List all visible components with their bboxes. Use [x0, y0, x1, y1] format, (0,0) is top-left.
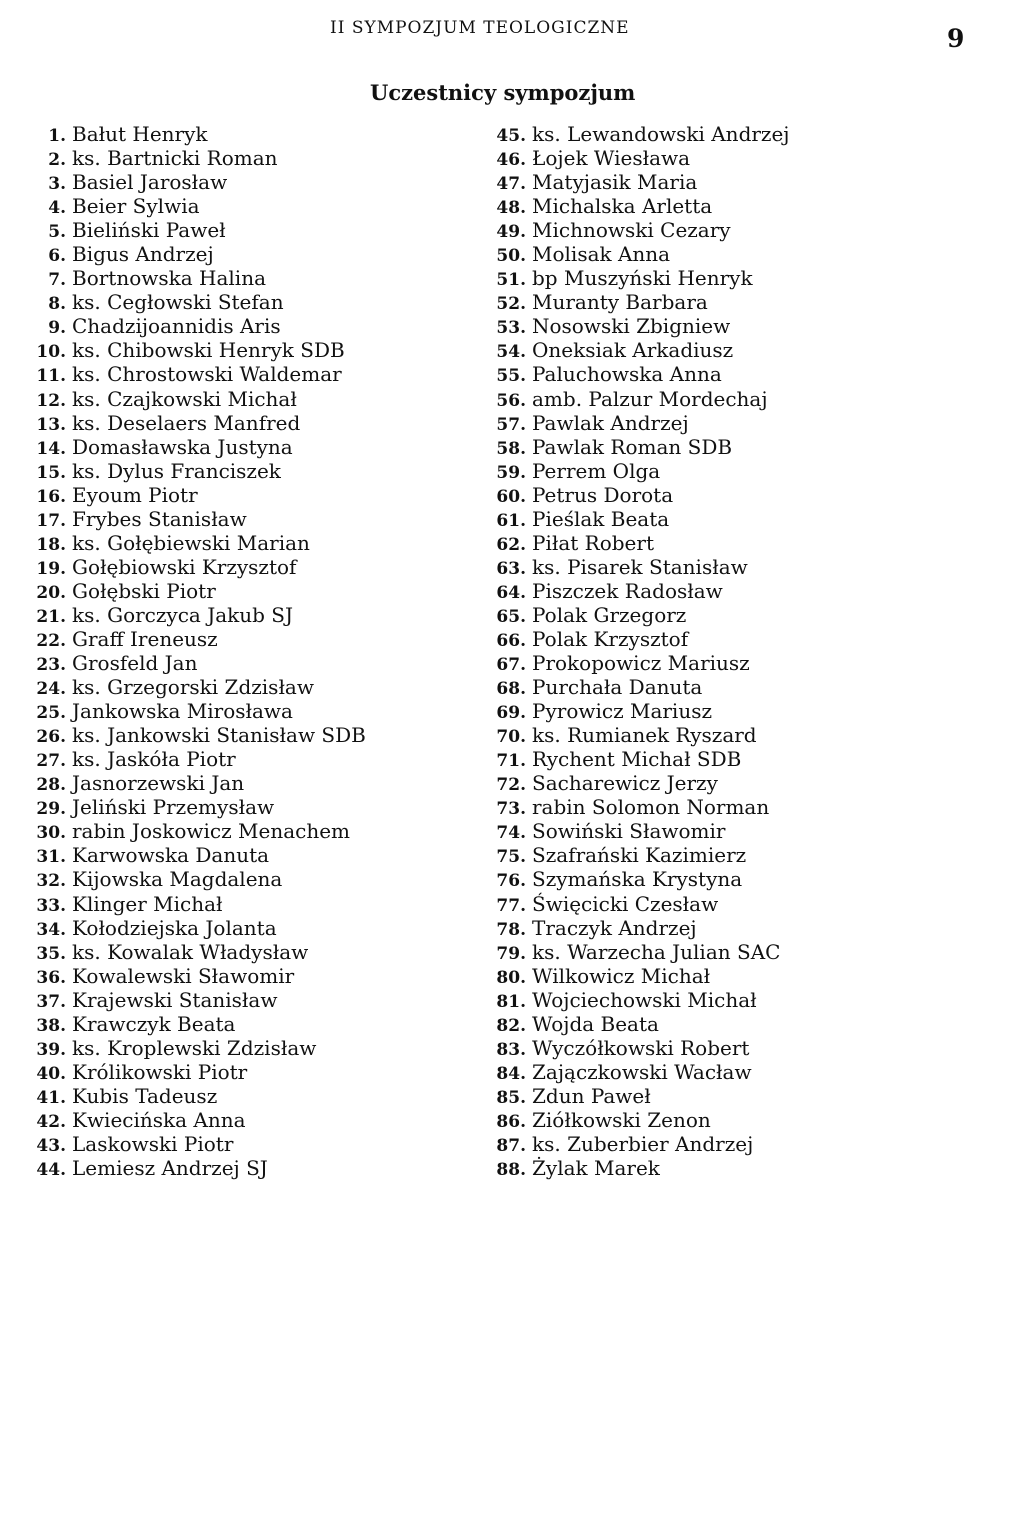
participant-name: Muranty Barbara: [532, 290, 708, 315]
participant-number: 53.: [496, 318, 526, 339]
participant-entry: [22, 170, 482, 194]
participant-entry: [482, 146, 1002, 170]
participant-name: Szafrański Kazimierz: [532, 843, 747, 868]
participant-number: 16.: [36, 486, 66, 507]
participant-number: 75.: [496, 847, 526, 868]
participant-number: 2.: [48, 150, 66, 171]
participant-name: ks. Zuberbier Andrzej: [532, 1131, 754, 1156]
page-number: 9: [947, 24, 965, 53]
participant-number: 10.: [36, 342, 66, 363]
participant-name: Basiel Jarosław: [72, 170, 228, 195]
participant-number: 44.: [36, 1160, 66, 1181]
participant-entry: [22, 1108, 482, 1132]
participant-number: 60.: [496, 486, 526, 507]
participant-number: 7.: [48, 270, 66, 291]
participant-name: Frybes Stanisław: [72, 506, 247, 531]
participant-name: ks. Jaskóła Piotr: [72, 747, 236, 772]
participant-number: 43.: [36, 1135, 66, 1156]
participant-entry: [22, 795, 482, 819]
participant-entry: [482, 1132, 1002, 1156]
participant-name: Kwiecińska Anna: [72, 1107, 246, 1132]
participant-name: ks. Lewandowski Andrzej: [532, 122, 790, 146]
participant-number: 57.: [496, 414, 526, 435]
participant-number: 71.: [496, 751, 526, 772]
participant-name: Polak Krzysztof: [532, 626, 689, 651]
participant-name: Gołębiowski Krzysztof: [72, 554, 297, 579]
participant-entry: [22, 675, 482, 699]
participant-number: 88.: [496, 1160, 526, 1181]
participant-number: 50.: [496, 246, 526, 267]
participant-number: 66.: [496, 630, 526, 651]
participant-name: Michnowski Cezary: [532, 218, 731, 243]
participant-entry: [22, 988, 482, 1012]
participant-name: Matyjasik Maria: [532, 170, 698, 195]
participant-number: 11.: [36, 366, 66, 387]
participant-number: 45.: [496, 126, 526, 146]
participant-number: 42.: [36, 1111, 66, 1132]
participant-entry: [482, 843, 1002, 867]
participant-entry: [22, 459, 482, 483]
participant-entry: [22, 892, 482, 916]
participant-number: 17.: [36, 510, 66, 531]
participant-name: Pawlak Roman SDB: [532, 434, 733, 459]
participant-number: 5.: [48, 222, 66, 243]
participant-name: ks. Rumianek Ryszard: [532, 723, 757, 748]
participant-entry: [22, 338, 482, 362]
participant-entry: [22, 940, 482, 964]
section-title: Uczestnicy sympozjum: [370, 80, 636, 105]
participant-entry: [482, 387, 1002, 411]
participant-number: 79.: [496, 943, 526, 964]
participant-entry: [22, 387, 482, 411]
participant-number: 1.: [48, 126, 66, 146]
participant-entry: [482, 218, 1002, 242]
participant-name: Karwowska Danuta: [72, 843, 270, 868]
participant-entry: [482, 435, 1002, 459]
participant-name: Sowiński Sławomir: [532, 819, 726, 844]
participant-entry: [22, 242, 482, 266]
participant-entry: [482, 459, 1002, 483]
participant-entry: [22, 1036, 482, 1060]
participant-entry: [22, 194, 482, 218]
participant-entry: [482, 747, 1002, 771]
participant-entry: [22, 723, 482, 747]
participant-entry: [482, 651, 1002, 675]
participant-number: 73.: [496, 799, 526, 820]
participant-name: Piłat Robert: [532, 530, 654, 555]
participant-name: Bałut Henryk: [72, 122, 208, 146]
participant-entry: [22, 531, 482, 555]
participant-entry: [482, 338, 1002, 362]
participant-number: 39.: [36, 1039, 66, 1060]
participant-number: 22.: [36, 630, 66, 651]
participant-entry: [482, 988, 1002, 1012]
participant-name: Bortnowska Halina: [72, 266, 267, 291]
participant-entry: [22, 411, 482, 435]
participant-name: Laskowski Piotr: [72, 1131, 234, 1156]
participant-name: ks. Kowalak Władysław: [72, 939, 309, 964]
participant-number: 72.: [496, 775, 526, 796]
participant-number: 81.: [496, 991, 526, 1012]
participant-name: Bigus Andrzej: [72, 242, 214, 267]
participant-entry: [22, 579, 482, 603]
participant-number: 80.: [496, 967, 526, 988]
running-header: II SYMPOZJUM TEOLOGICZNE: [330, 18, 630, 38]
participant-name: ks. Gołębiewski Marian: [72, 530, 310, 555]
participant-name: rabin Solomon Norman: [532, 795, 770, 820]
participant-number: 46.: [496, 150, 526, 171]
participant-entry: [22, 964, 482, 988]
participant-entry: [482, 867, 1002, 891]
participant-entry: [482, 1060, 1002, 1084]
participant-name: Perrem Olga: [532, 458, 661, 483]
participant-entry: [482, 627, 1002, 651]
participant-number: 19.: [36, 558, 66, 579]
participant-entry: [22, 819, 482, 843]
participant-entry: [22, 122, 482, 146]
participant-entry: [482, 266, 1002, 290]
participant-name: Traczyk Andrzej: [532, 915, 697, 940]
participant-entry: [482, 314, 1002, 338]
participant-number: 68.: [496, 679, 526, 700]
participant-name: Wyczółkowski Robert: [532, 1035, 750, 1060]
participant-entry: [482, 1156, 1002, 1180]
participant-entry: [22, 916, 482, 940]
participant-entry: [482, 1108, 1002, 1132]
participant-number: 33.: [36, 895, 66, 916]
participant-name: Lemiesz Andrzej SJ: [72, 1156, 268, 1181]
participant-number: 76.: [496, 871, 526, 892]
participant-number: 12.: [36, 390, 66, 411]
participant-number: 47.: [496, 174, 526, 195]
participant-name: Kubis Tadeusz: [72, 1083, 218, 1108]
participant-entry: [22, 146, 482, 170]
participant-entry: [22, 1132, 482, 1156]
participant-name: Purchała Danuta: [532, 675, 703, 700]
participant-number: 36.: [36, 967, 66, 988]
participant-number: 55.: [496, 366, 526, 387]
participant-number: 69.: [496, 703, 526, 724]
participant-number: 64.: [496, 582, 526, 603]
participant-number: 85.: [496, 1087, 526, 1108]
participant-number: 86.: [496, 1111, 526, 1132]
participant-number: 61.: [496, 510, 526, 531]
participant-name: Jeliński Przemysław: [72, 795, 275, 820]
participant-entry: [482, 1036, 1002, 1060]
participant-entry: [22, 627, 482, 651]
participant-number: 29.: [36, 799, 66, 820]
participant-number: 13.: [36, 414, 66, 435]
participant-number: 26.: [36, 727, 66, 748]
participant-name: Święcicki Czesław: [532, 891, 719, 916]
participant-name: ks. Deselaers Manfred: [72, 410, 301, 435]
participant-name: ks. Warzecha Julian SAC: [532, 939, 781, 964]
participant-number: 14.: [36, 438, 66, 459]
participant-name: rabin Joskowicz Menachem: [72, 819, 351, 844]
participant-name: Krawczyk Beata: [72, 1011, 236, 1036]
participant-entry: [22, 483, 482, 507]
participant-entry: [22, 362, 482, 386]
participant-name: ks. Chibowski Henryk SDB: [72, 338, 345, 363]
participant-name: ks. Grzegorski Zdzisław: [72, 675, 314, 700]
participant-entry: [22, 314, 482, 338]
participant-number: 37.: [36, 991, 66, 1012]
participant-number: 15.: [36, 462, 66, 483]
participant-name: Kołodziejska Jolanta: [72, 915, 277, 940]
participant-name: Zdun Paweł: [532, 1083, 651, 1108]
participant-name: Rychent Michał SDB: [532, 747, 742, 772]
participant-number: 87.: [496, 1135, 526, 1156]
participant-entry: [482, 964, 1002, 988]
participant-name: Żylak Marek: [532, 1156, 660, 1181]
participant-entry: [482, 579, 1002, 603]
participant-name: Zajączkowski Wacław: [532, 1059, 752, 1084]
participant-name: Pawlak Andrzej: [532, 410, 689, 435]
participant-number: 18.: [36, 534, 66, 555]
participant-number: 4.: [48, 198, 66, 219]
participant-entry: [482, 1084, 1002, 1108]
participant-name: ks. Dylus Franciszek: [72, 458, 281, 483]
participant-name: Pyrowicz Mariusz: [532, 699, 713, 724]
participant-number: 9.: [48, 318, 66, 339]
participant-name: Molisak Anna: [532, 242, 671, 267]
participant-name: Gołębski Piotr: [72, 578, 216, 603]
participant-number: 82.: [496, 1015, 526, 1036]
participant-entry: [22, 507, 482, 531]
participant-number: 65.: [496, 606, 526, 627]
participant-number: 63.: [496, 558, 526, 579]
participant-number: 40.: [36, 1063, 66, 1084]
participant-entry: [482, 483, 1002, 507]
participant-entry: [482, 819, 1002, 843]
participant-name: Wilkowicz Michał: [532, 963, 711, 988]
participant-number: 83.: [496, 1039, 526, 1060]
participant-name: Jankowska Mirosława: [72, 699, 293, 724]
participant-entry: [482, 122, 1002, 146]
participant-entry: [22, 218, 482, 242]
participant-number: 51.: [496, 270, 526, 291]
participant-name: Piszczek Radosław: [532, 578, 723, 603]
participant-number: 6.: [48, 246, 66, 267]
participant-name: Chadzijoannidis Aris: [72, 314, 281, 339]
participant-name: Domasławska Justyna: [72, 434, 293, 459]
participant-name: amb. Palzur Mordechaj: [532, 386, 768, 411]
participant-number: 74.: [496, 823, 526, 844]
participant-name: Kijowska Magdalena: [72, 867, 283, 892]
participant-name: Oneksiak Arkadiusz: [532, 338, 734, 363]
participant-name: bp Muszyński Henryk: [532, 266, 753, 291]
participant-name: Bieliński Paweł: [72, 218, 226, 243]
participant-number: 41.: [36, 1087, 66, 1108]
participant-number: 25.: [36, 703, 66, 724]
participant-entry: [22, 843, 482, 867]
participant-entry: [482, 723, 1002, 747]
participant-name: Polak Grzegorz: [532, 602, 687, 627]
participant-name: Petrus Dorota: [532, 482, 674, 507]
participant-number: 23.: [36, 655, 66, 676]
participant-number: 8.: [48, 294, 66, 315]
participant-number: 24.: [36, 679, 66, 700]
participant-number: 59.: [496, 462, 526, 483]
participant-name: Graff Ireneusz: [72, 626, 218, 651]
participant-number: 56.: [496, 390, 526, 411]
participant-name: Wojciechowski Michał: [532, 987, 757, 1012]
participant-name: Kowalewski Sławomir: [72, 963, 295, 988]
participant-entry: [22, 266, 482, 290]
participant-entry: [482, 555, 1002, 579]
participant-number: 67.: [496, 655, 526, 676]
participant-entry: [482, 795, 1002, 819]
participant-name: Sacharewicz Jerzy: [532, 771, 718, 796]
participant-number: 27.: [36, 751, 66, 772]
participant-entry: [482, 771, 1002, 795]
participant-list-right: [482, 122, 1002, 1180]
participant-number: 62.: [496, 534, 526, 555]
participant-name: Wojda Beata: [532, 1011, 659, 1036]
participant-name: ks. Cegłowski Stefan: [72, 290, 284, 315]
participant-number: 48.: [496, 198, 526, 219]
participant-entry: [482, 1012, 1002, 1036]
participant-number: 70.: [496, 727, 526, 748]
participant-name: Prokopowicz Mariusz: [532, 651, 750, 676]
participant-name: Grosfeld Jan: [72, 651, 198, 676]
participant-number: 49.: [496, 222, 526, 243]
participant-entry: [482, 892, 1002, 916]
participant-number: 30.: [36, 823, 66, 844]
participant-name: Michalska Arletta: [532, 194, 713, 219]
participant-name: Szymańska Krystyna: [532, 867, 743, 892]
participant-number: 58.: [496, 438, 526, 459]
participant-entry: [482, 507, 1002, 531]
participant-entry: [22, 867, 482, 891]
participant-entry: [482, 290, 1002, 314]
participant-name: Jasnorzewski Jan: [72, 771, 245, 796]
participant-entry: [482, 411, 1002, 435]
participant-entry: [482, 916, 1002, 940]
participant-name: ks. Czajkowski Michał: [72, 386, 297, 411]
participant-entry: [22, 555, 482, 579]
participant-entry: [22, 290, 482, 314]
participant-entry: [482, 362, 1002, 386]
participant-number: 3.: [48, 174, 66, 195]
participant-entry: [482, 699, 1002, 723]
participant-number: 20.: [36, 582, 66, 603]
participant-entry: [22, 603, 482, 627]
participant-name: ks. Bartnicki Roman: [72, 146, 278, 171]
participant-number: 31.: [36, 847, 66, 868]
participant-number: 54.: [496, 342, 526, 363]
participant-name: Klinger Michał: [72, 891, 223, 916]
participant-number: 34.: [36, 919, 66, 940]
participant-name: ks. Jankowski Stanisław SDB: [72, 723, 366, 748]
participant-name: Eyoum Piotr: [72, 482, 198, 507]
participant-name: ks. Gorczyca Jakub SJ: [72, 602, 294, 627]
participant-number: 21.: [36, 606, 66, 627]
participant-number: 38.: [36, 1015, 66, 1036]
participant-name: Paluchowska Anna: [532, 362, 722, 387]
participant-name: Nosowski Zbigniew: [532, 314, 731, 339]
participant-entry: [482, 603, 1002, 627]
participant-name: ks. Pisarek Stanisław: [532, 554, 748, 579]
participant-entry: [22, 651, 482, 675]
participant-entry: [22, 1012, 482, 1036]
participant-name: Pieślak Beata: [532, 506, 670, 531]
participant-entry: [482, 242, 1002, 266]
participant-entry: [482, 170, 1002, 194]
participant-entry: [22, 699, 482, 723]
participant-entry: [482, 675, 1002, 699]
participant-name: ks. Kroplewski Zdzisław: [72, 1035, 317, 1060]
participant-entry: [482, 940, 1002, 964]
participant-entry: [22, 1084, 482, 1108]
participant-number: 84.: [496, 1063, 526, 1084]
participant-number: 52.: [496, 294, 526, 315]
participant-entry: [22, 771, 482, 795]
participant-entry: [22, 1060, 482, 1084]
participant-name: Łojek Wiesława: [532, 146, 691, 171]
participant-entry: [22, 435, 482, 459]
participant-number: 78.: [496, 919, 526, 940]
participant-name: ks. Chrostowski Waldemar: [72, 362, 342, 387]
participant-entry: [482, 531, 1002, 555]
participant-number: 32.: [36, 871, 66, 892]
participant-name: Królikowski Piotr: [72, 1059, 248, 1084]
participant-name: Krajewski Stanisław: [72, 987, 278, 1012]
participant-entry: [482, 194, 1002, 218]
participant-number: 28.: [36, 775, 66, 796]
participant-entry: [22, 1156, 482, 1180]
participant-number: 77.: [496, 895, 526, 916]
participant-number: 35.: [36, 943, 66, 964]
participant-name: Beier Sylwia: [72, 194, 200, 219]
participant-name: Ziółkowski Zenon: [532, 1107, 711, 1132]
participant-entry: [22, 747, 482, 771]
participant-list-left: [22, 122, 482, 1180]
